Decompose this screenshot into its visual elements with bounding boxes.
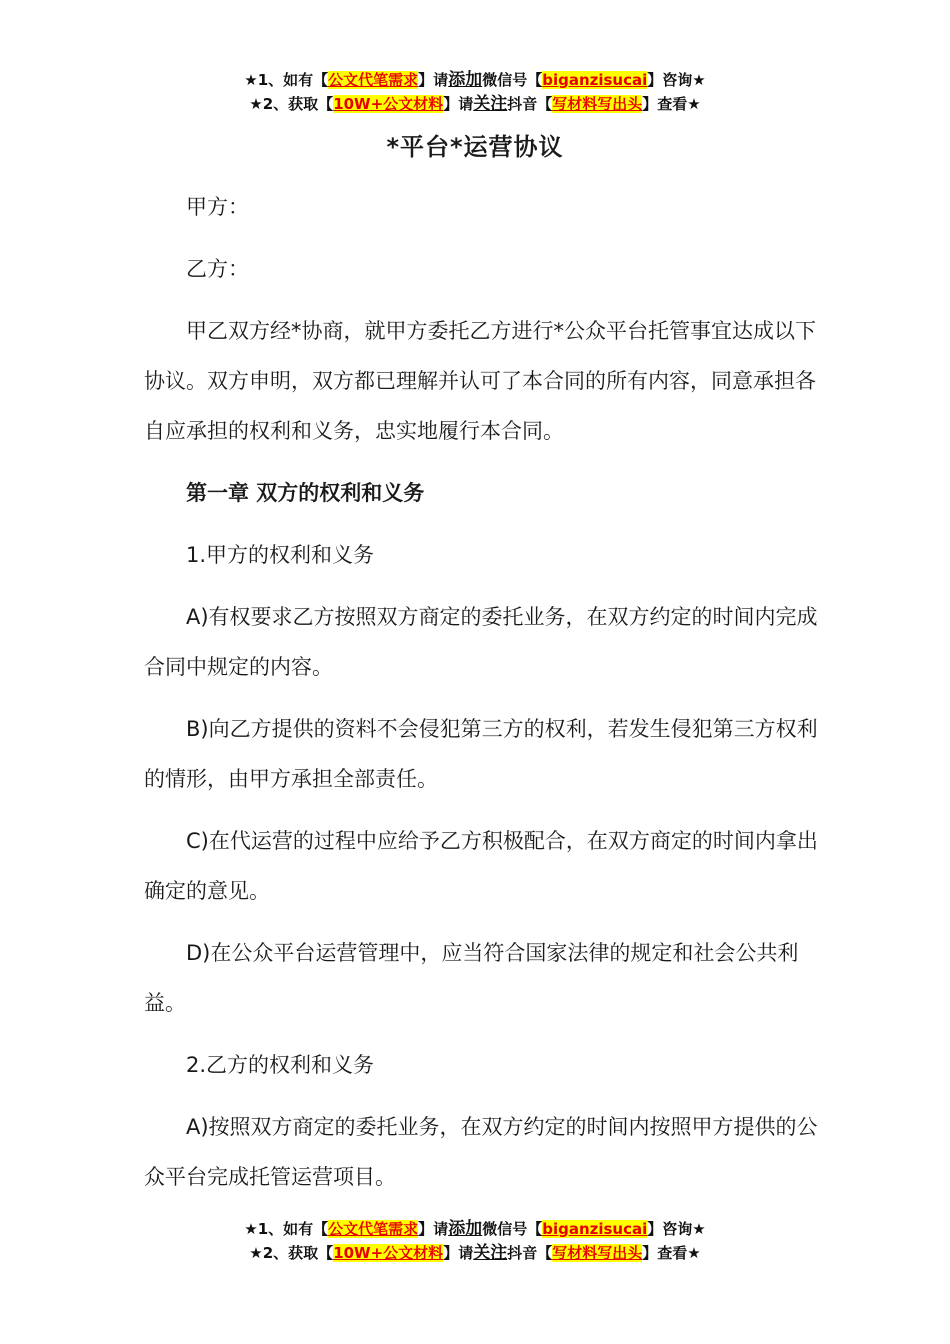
clause-paragraph: A)有权要求乙方按照双方商定的委托业务，在双方约定的时间内完成合同中规定的内容。 <box>144 605 818 679</box>
banner-emphasis: 添加 <box>448 70 483 90</box>
banner-text: ★1、如有【 <box>244 71 329 89</box>
banner-text: 】请 <box>443 1244 474 1262</box>
banner-highlight: 10W+公文材料 <box>333 1244 444 1262</box>
banner-text: 抖音【 <box>507 1244 553 1262</box>
banner-emphasis: 添加 <box>448 1219 483 1239</box>
section-heading: 2.乙方的权利和义务 <box>186 1053 375 1077</box>
banner-line-2 <box>0 92 950 116</box>
banner-highlight: biganzisucai <box>542 71 648 89</box>
banner-highlight: 写材料写出头 <box>552 95 643 113</box>
banner-text: 】咨询★ <box>647 71 706 89</box>
section-heading: 1.甲方的权利和义务 <box>186 543 375 567</box>
banner-highlight: 公文代笔需求 <box>328 1220 419 1238</box>
intro-paragraph: 甲乙双方经*协商，就甲方委托乙方进行*公众平台托管事宜达成以下协议。双方申明，双方都已理解并认可了本合同的所有内容，同意承担各自应承担的权利和义务，忠实地履行本合同。 <box>144 319 816 443</box>
banner-text: 微信号【 <box>482 1220 543 1238</box>
banner-text: ★1、如有【 <box>244 1220 329 1238</box>
banner-line-1 <box>0 1217 950 1241</box>
banner-highlight: 10W+公文材料 <box>333 95 444 113</box>
chapter-heading: 第一章 双方的权利和义务 <box>186 481 425 505</box>
banner-text: 】咨询★ <box>647 1220 706 1238</box>
clause-paragraph: A)按照双方商定的委托业务，在双方约定的时间内按照甲方提供的公众平台完成托管运营项目。 <box>144 1115 818 1189</box>
banner-text: 】查看★ <box>642 95 701 113</box>
banner-text: ★2、获取【 <box>249 95 334 113</box>
document-title: *平台*运营协议 <box>386 133 564 161</box>
header-banner <box>0 68 950 116</box>
banner-text: 微信号【 <box>482 71 543 89</box>
banner-text: 】查看★ <box>642 1244 701 1262</box>
banner-text: 】请 <box>418 1220 449 1238</box>
banner-text: 抖音【 <box>507 95 553 113</box>
document-body <box>144 182 824 1214</box>
banner-highlight: biganzisucai <box>542 1220 648 1238</box>
banner-text: 】请 <box>443 95 474 113</box>
banner-highlight: 公文代笔需求 <box>328 71 419 89</box>
party-b: 乙方： <box>186 257 249 281</box>
banner-line-2 <box>0 1241 950 1265</box>
banner-highlight: 写材料写出头 <box>552 1244 643 1262</box>
party-a: 甲方： <box>186 195 249 219</box>
banner-line-1 <box>0 68 950 92</box>
banner-emphasis: 关注 <box>473 94 508 114</box>
clause-paragraph: B)向乙方提供的资料不会侵犯第三方的权利，若发生侵犯第三方权利的情形，由甲方承担全部责任。 <box>144 717 818 791</box>
clause-paragraph: D)在公众平台运营管理中，应当符合国家法律的规定和社会公共利益。 <box>144 941 799 1015</box>
banner-emphasis: 关注 <box>473 1243 508 1263</box>
banner-text: 】请 <box>418 71 449 89</box>
clause-paragraph: C)在代运营的过程中应给予乙方积极配合，在双方商定的时间内拿出确定的意见。 <box>144 829 818 903</box>
footer-banner <box>0 1217 950 1265</box>
banner-text: ★2、获取【 <box>249 1244 334 1262</box>
